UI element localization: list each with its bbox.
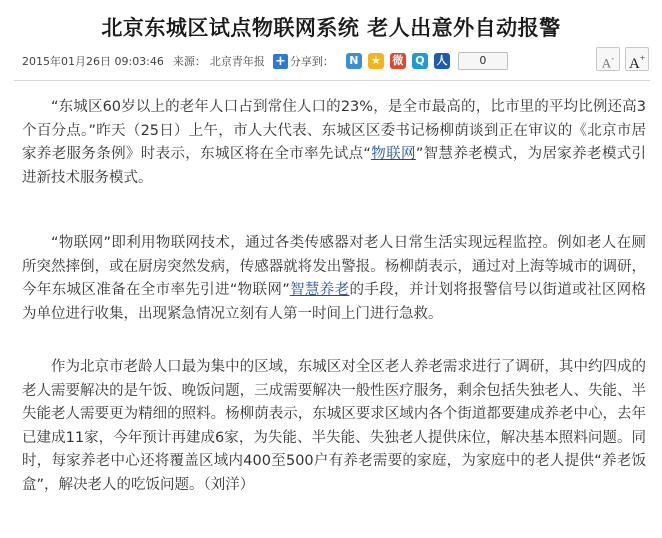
share-plus-icon[interactable]: + — [273, 54, 288, 69]
smart-elderly-care-link[interactable]: 智慧养老 — [289, 282, 350, 298]
article-meta — [22, 51, 508, 71]
article-title: 北京东城区试点物联网系统 老人出意外自动报警 — [101, 16, 561, 40]
font-decrease-button[interactable] — [596, 47, 620, 71]
share-count: 0 — [458, 52, 508, 70]
netease-share-icon[interactable]: N — [346, 53, 362, 69]
article-paragraph-2 — [22, 232, 646, 326]
paragraph-2-text-a: “物联网”即利用物联网技术，通过各类传感器对老人日常生活实现远程监控。例如老人在厕所突然摔倒，或在厨房突然发病，传感器就将发出警报。杨柳荫表示，通过对上海等城市的调研，今年东城区准备在全市率先引进“物联网” — [22, 235, 646, 298]
paragraph-1-text-b: ”智慧养老模式，为居家养老模式引进新技术服务模式。 — [22, 146, 647, 186]
article-paragraph-1 — [22, 96, 646, 190]
font-increase-button[interactable] — [625, 47, 649, 71]
qzone-share-icon[interactable]: ★ — [368, 53, 384, 69]
paragraph-1-text-a: “东城区60岁以上的老年人口占到常住人口的23%，是全市最高的，比市里的平均比例还高3个百分点。”昨天（25日）上午，市人大代表、东城区区委书记杨柳荫谈到正在审议的《北京市居家养老服务条例》时表示，东城区将在全市率先试点“ — [22, 99, 646, 162]
font-decrease-sign: - — [611, 53, 615, 63]
font-increase-sign: + — [639, 53, 645, 63]
renren-share-icon[interactable]: 人 — [434, 53, 450, 69]
font-increase-label: A — [629, 56, 640, 72]
publish-datetime: 2015年01月26日 09:03:46 — [22, 55, 164, 68]
divider — [14, 80, 650, 81]
paragraph-2-text-b: 的手段，并计划将报警信号以街道或社区网格为单位进行收集，出现紧急情况立刻有人第一时间上门进行急救。 — [22, 282, 647, 322]
share-label[interactable]: 分享到： — [289, 55, 334, 68]
article-paragraph-3: 作为北京市老龄人口最为集中的区域，东城区对全区老人养老需求进行了调研，其中约四成的老人需要解决的是午饭、晚饭问题，三成需要解决一般性医疗服务，剩余包括失独老人、失能、半失能老人需要更为精细的照料。杨柳荫表示，东城区要求区域内各个街道都要建成养老中心，去年已建成11家，今年预计再建成6家，为失能、半失能、失独老人提供床位，解决基本照料问题。同时，每家养老中心还将覆盖区域内400至500户有养老需要的家庭，为家庭中的老人提供“养老饭盒”，解决老人的吃饭问题。（刘洋） — [22, 359, 646, 493]
font-decrease-label: A — [601, 55, 612, 71]
source-name: 北京青年报 — [209, 55, 265, 68]
weibo-share-icon[interactable]: 微 — [390, 53, 406, 69]
tencent-weibo-share-icon[interactable]: Q — [412, 53, 428, 69]
source-label: 来源： — [172, 55, 206, 68]
iot-link[interactable]: 物联网 — [370, 146, 416, 162]
